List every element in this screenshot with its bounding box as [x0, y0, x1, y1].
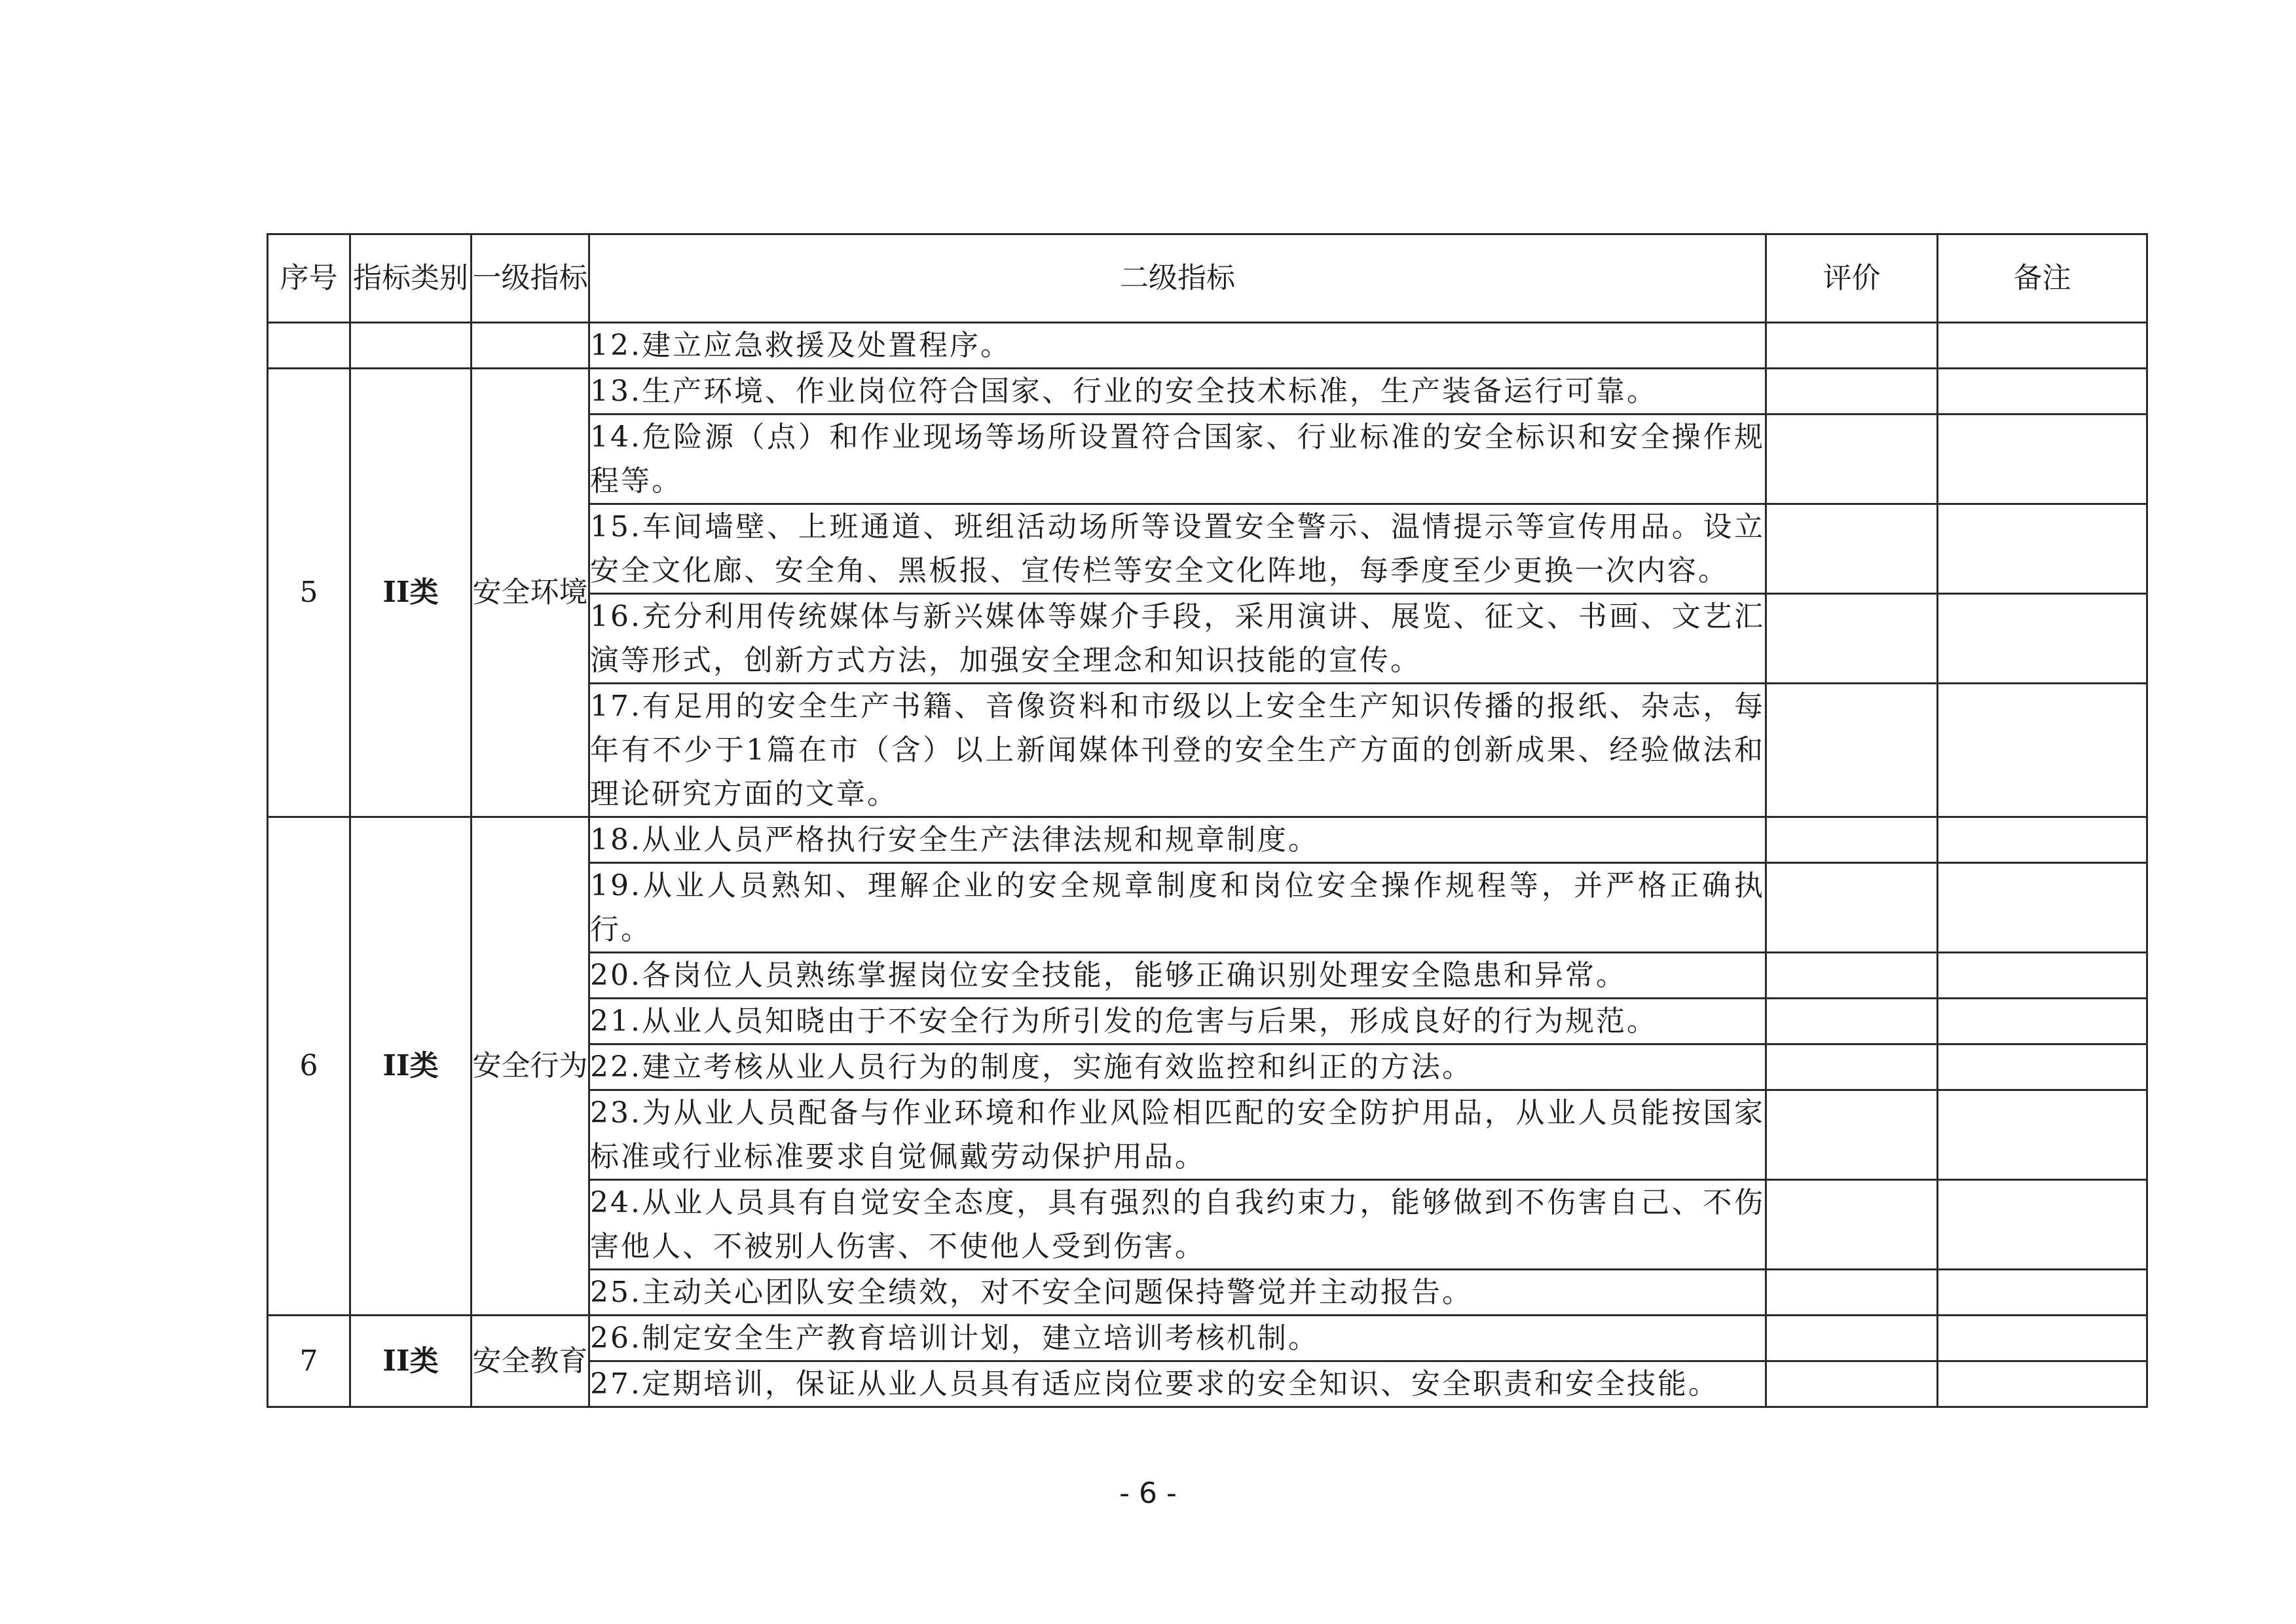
level2-cell: 26.制定安全生产教育培训计划，建立培训考核机制。 [589, 1316, 1766, 1361]
level2-cell: 14.危险源（点）和作业现场等场所设置符合国家、行业标准的安全标识和安全操作规程等。 [589, 415, 1766, 504]
remarks-cell[interactable] [1938, 863, 2147, 953]
evaluation-cell[interactable] [1766, 953, 1938, 999]
header-level2: 二级指标 [589, 234, 1766, 323]
remarks-cell[interactable] [1938, 369, 2147, 415]
level2-cell: 21.从业人员知晓由于不安全行为所引发的危害与后果，形成良好的行为规范。 [589, 999, 1766, 1044]
table-row [268, 1316, 2147, 1361]
evaluation-cell[interactable] [1766, 684, 1938, 817]
remarks-cell[interactable] [1938, 1044, 2147, 1090]
remarks-cell[interactable] [1938, 594, 2147, 684]
level2-cell: 16.充分利用传统媒体与新兴媒体等媒介手段，采用演讲、展览、征文、书画、文艺汇演等形式，创新方式方法，加强安全理念和知识技能的宣传。 [589, 594, 1766, 684]
level2-cell: 18.从业人员严格执行安全生产法律法规和规章制度。 [589, 817, 1766, 863]
level2-cell: 22.建立考核从业人员行为的制度，实施有效监控和纠正的方法。 [589, 1044, 1766, 1090]
page-number: - 6 - [1119, 1477, 1177, 1510]
evaluation-cell[interactable] [1766, 999, 1938, 1044]
evaluation-cell[interactable] [1766, 1180, 1938, 1270]
level2-cell: 20.各岗位人员熟练掌握岗位安全技能，能够正确识别处理安全隐患和异常。 [589, 953, 1766, 999]
evaluation-cell[interactable] [1766, 504, 1938, 594]
remarks-cell[interactable] [1938, 1270, 2147, 1316]
header-evaluation: 评价 [1766, 234, 1938, 323]
evaluation-cell[interactable] [1766, 1270, 1938, 1316]
remarks-cell[interactable] [1938, 684, 2147, 817]
remarks-cell[interactable] [1938, 415, 2147, 504]
remarks-cell[interactable] [1938, 999, 2147, 1044]
remarks-cell[interactable] [1938, 817, 2147, 863]
level2-cell: 24.从业人员具有自觉安全态度，具有强烈的自我约束力，能够做到不伤害自己、不伤害他人、不被别人伤害、不使他人受到伤害。 [589, 1180, 1766, 1270]
level2-cell: 27.定期培训，保证从业人员具有适应岗位要求的安全知识、安全职责和安全技能。 [589, 1361, 1766, 1407]
table-row [268, 369, 2147, 415]
indicator-table [267, 233, 2148, 1408]
evaluation-cell[interactable] [1766, 1090, 1938, 1180]
level2-cell: 13.生产环境、作业岗位符合国家、行业的安全技术标准，生产装备运行可靠。 [589, 369, 1766, 415]
remarks-cell[interactable] [1938, 1180, 2147, 1270]
seq-cell [268, 323, 350, 369]
evaluation-cell[interactable] [1766, 863, 1938, 953]
evaluation-cell[interactable] [1766, 1316, 1938, 1361]
evaluation-cell[interactable] [1766, 369, 1938, 415]
level2-cell: 25.主动关心团队安全绩效，对不安全问题保持警觉并主动报告。 [589, 1270, 1766, 1316]
remarks-cell[interactable] [1938, 323, 2147, 369]
evaluation-cell[interactable] [1766, 1361, 1938, 1407]
level2-cell: 23.为从业人员配备与作业环境和作业风险相匹配的安全防护用品，从业人员能按国家标准或行业标准要求自觉佩戴劳动保护用品。 [589, 1090, 1766, 1180]
category-cell: II类 [350, 1316, 472, 1407]
category-cell: II类 [350, 369, 472, 817]
category-cell [350, 323, 472, 369]
category-cell: II类 [350, 817, 472, 1316]
table-header-row [268, 234, 2147, 323]
header-remarks: 备注 [1938, 234, 2147, 323]
header-seq: 序号 [268, 234, 350, 323]
level1-cell: 安全教育 [472, 1316, 589, 1407]
level2-cell: 19.从业人员熟知、理解企业的安全规章制度和岗位安全操作规程等，并严格正确执行。 [589, 863, 1766, 953]
level2-cell: 12.建立应急救援及处置程序。 [589, 323, 1766, 369]
table-row [268, 817, 2147, 863]
evaluation-cell[interactable] [1766, 817, 1938, 863]
evaluation-cell[interactable] [1766, 323, 1938, 369]
remarks-cell[interactable] [1938, 1316, 2147, 1361]
level1-cell: 安全行为 [472, 817, 589, 1316]
level2-cell: 17.有足用的安全生产书籍、音像资料和市级以上安全生产知识传播的报纸、杂志，每年有不少于1篇在市（含）以上新闻媒体刊登的安全生产方面的创新成果、经验做法和理论研究方面的文章。 [589, 684, 1766, 817]
level1-cell [472, 323, 589, 369]
evaluation-cell[interactable] [1766, 594, 1938, 684]
evaluation-cell[interactable] [1766, 415, 1938, 504]
header-category: 指标类别 [350, 234, 472, 323]
remarks-cell[interactable] [1938, 953, 2147, 999]
level1-cell: 安全环境 [472, 369, 589, 817]
evaluation-cell[interactable] [1766, 1044, 1938, 1090]
seq-cell: 7 [268, 1316, 350, 1407]
table-row [268, 323, 2147, 369]
seq-cell: 5 [268, 369, 350, 817]
remarks-cell[interactable] [1938, 1090, 2147, 1180]
remarks-cell[interactable] [1938, 504, 2147, 594]
remarks-cell[interactable] [1938, 1361, 2147, 1407]
level2-cell: 15.车间墙壁、上班通道、班组活动场所等设置安全警示、温情提示等宣传用品。设立安全文化廊、安全角、黑板报、宣传栏等安全文化阵地，每季度至少更换一次内容。 [589, 504, 1766, 594]
header-level1: 一级指标 [472, 234, 589, 323]
seq-cell: 6 [268, 817, 350, 1316]
